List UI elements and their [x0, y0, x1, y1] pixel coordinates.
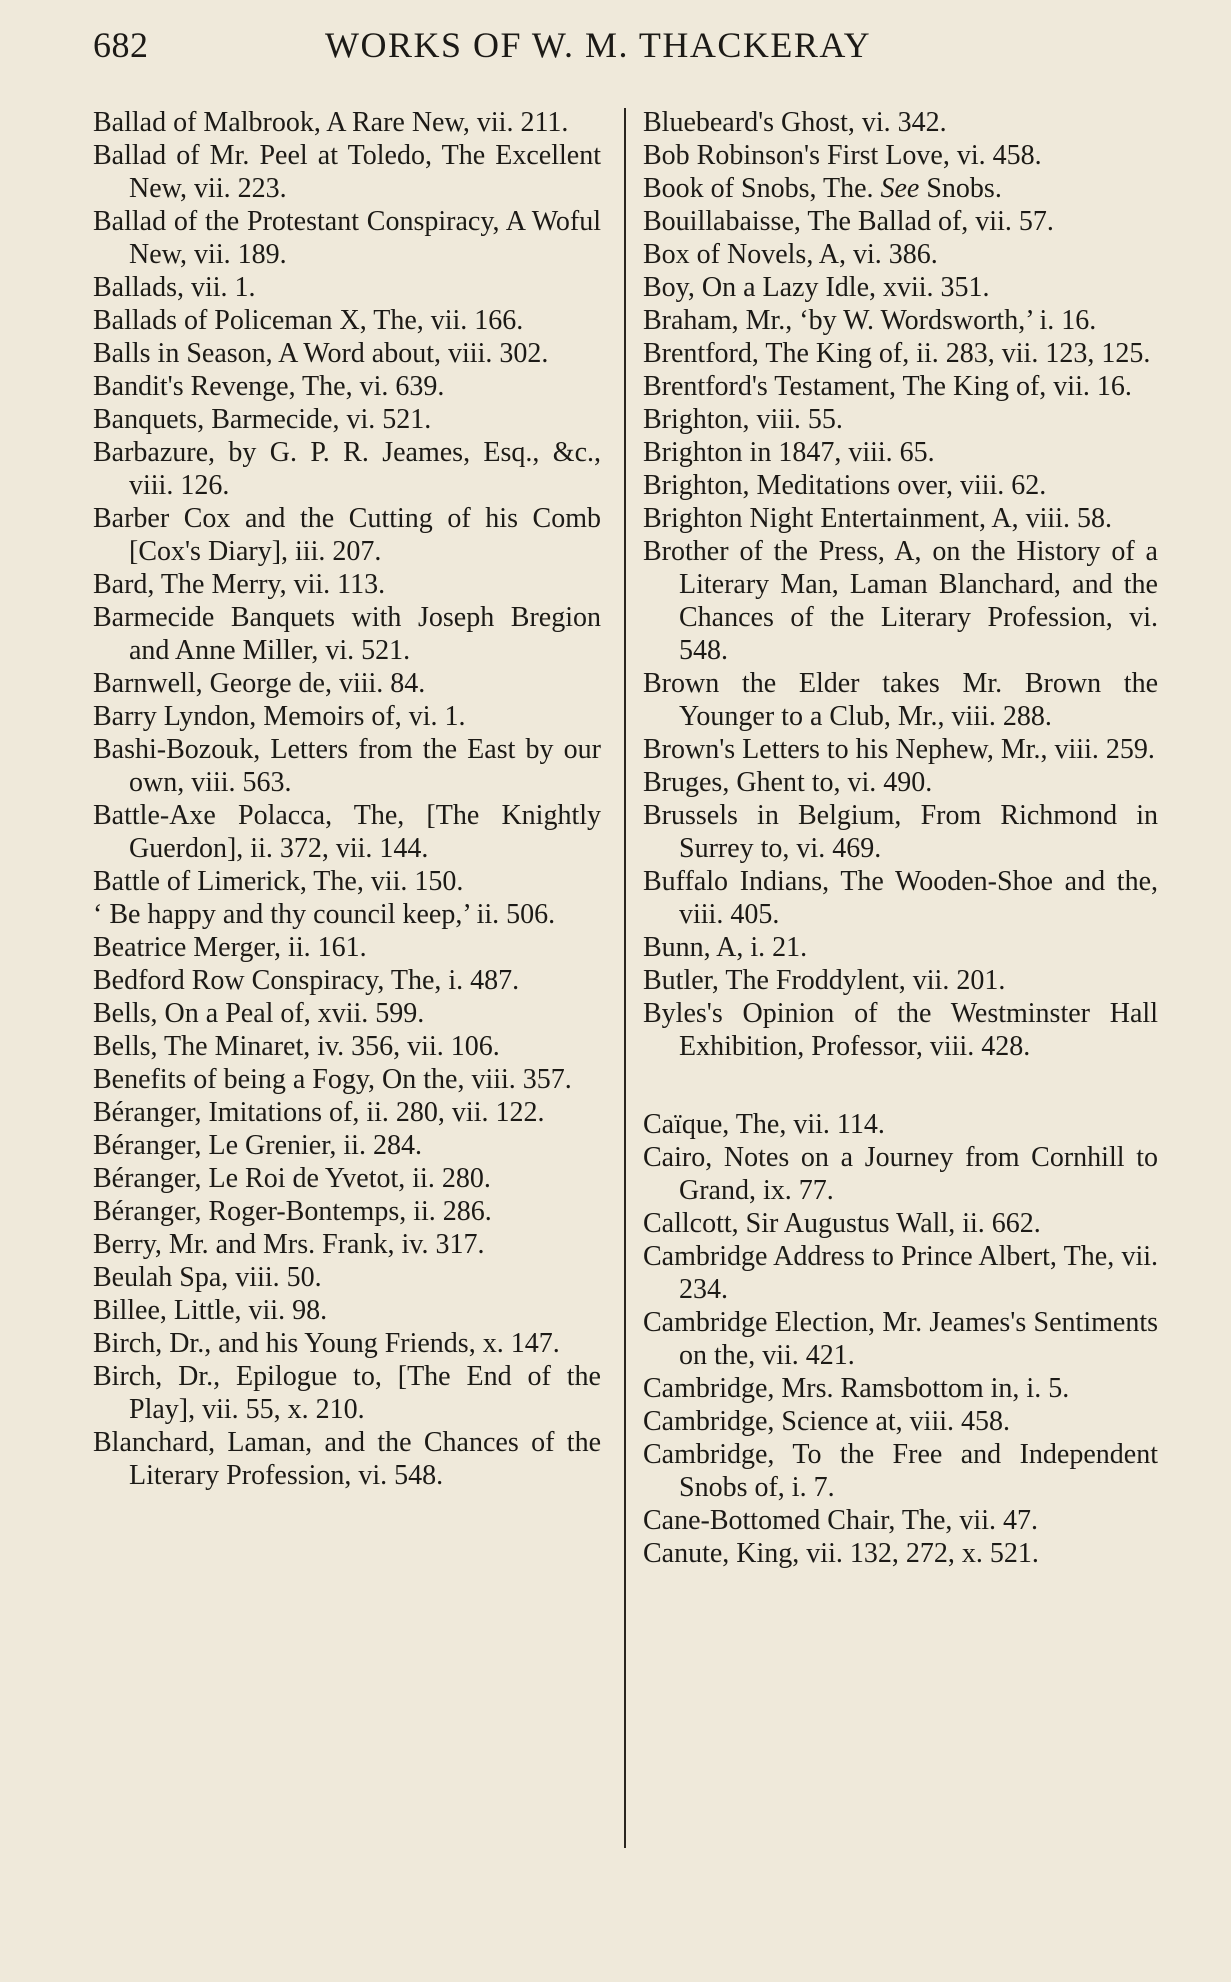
index-column-left	[93, 106, 601, 1492]
index-entry: Canute, King, vii. 132, 272, x. 521.	[643, 1538, 1039, 1569]
index-entry: Brentford's Testament, The King of, vii. 16.	[643, 371, 1132, 402]
index-entry: Brighton, Meditations over, viii. 62.	[643, 470, 1047, 501]
index-entry: Battle of Limerick, The, vii. 150.	[93, 866, 464, 897]
index-entry: Brentford, The King of, ii. 283, vii. 123, 125.	[643, 338, 1151, 369]
index-entry: Banquets, Barmecide, vi. 521.	[93, 404, 432, 435]
index-entry: Barry Lyndon, Memoirs of, vi. 1.	[93, 701, 466, 732]
index-entry: Bluebeard's Ghost, vi. 342.	[643, 107, 947, 138]
index-entry: Cambridge, Science at, viii. 458.	[643, 1406, 1011, 1437]
index-entry: Brussels in Belgium, From Richmond in Surrey to, vi. 469.	[643, 800, 1158, 864]
column-divider	[624, 108, 626, 1848]
index-entry: ‘ Be happy and thy council keep,’ ii. 506.	[93, 899, 556, 930]
letter-section-gap	[643, 1063, 1158, 1108]
index-entry: Ballads of Policeman X, The, vii. 166.	[93, 305, 524, 336]
index-entry: Cambridge, To the Free and Independent Snobs of, i. 7.	[643, 1439, 1158, 1503]
index-entry: Braham, Mr., ‘by W. Wordsworth,’ i. 16.	[643, 305, 1097, 336]
index-entry: Benefits of being a Fogy, On the, viii. 357.	[93, 1064, 572, 1095]
index-entry: Ballads, vii. 1.	[93, 272, 256, 303]
index-entry: Cairo, Notes on a Journey from Cornhill to Grand, ix. 77.	[643, 1142, 1158, 1206]
index-entry: Butler, The Froddylent, vii. 201.	[643, 965, 1006, 996]
index-entry: Beatrice Merger, ii. 161.	[93, 932, 367, 963]
index-entry: Battle-Axe Polacca, The, [The Knightly Guerdon], ii. 372, vii. 144.	[93, 800, 601, 864]
index-entry: Brighton in 1847, viii. 65.	[643, 437, 935, 468]
index-column-right	[643, 106, 1158, 1570]
index-entry: Cambridge Address to Prince Albert, The, vii. 234.	[643, 1241, 1158, 1305]
index-entry: Cambridge, Mrs. Ramsbottom in, i. 5.	[643, 1373, 1070, 1404]
index-entry: Cane-Bottomed Chair, The, vii. 47.	[643, 1505, 1038, 1536]
index-entry: Béranger, Imitations of, ii. 280, vii. 122.	[93, 1097, 545, 1128]
index-entry: Byles's Opinion of the Westminster Hall Exhibition, Professor, viii. 428.	[643, 998, 1158, 1062]
see-label: See	[880, 173, 920, 204]
index-entry: Ballad of Mr. Peel at Toledo, The Excellent New, vii. 223.	[93, 140, 601, 204]
index-entry: Buffalo Indians, The Wooden-Shoe and the, viii. 405.	[643, 866, 1158, 930]
running-title: WORKS OF W. M. THACKERAY	[325, 25, 872, 65]
entry-heading: Book of Snobs, The.	[643, 173, 874, 204]
index-entry: Bunn, A, i. 21.	[643, 932, 808, 963]
index-entry: Bouillabaisse, The Ballad of, vii. 57.	[643, 206, 1054, 237]
index-entry: Blanchard, Laman, and the Chances of the Literary Profession, vi. 548.	[93, 1427, 601, 1491]
index-entry: Barmecide Banquets with Joseph Bregion and Anne Miller, vi. 521.	[93, 602, 601, 666]
index-entry: Ballad of the Protestant Conspiracy, A Woful New, vii. 189.	[93, 206, 601, 270]
index-entry: Balls in Season, A Word about, viii. 302.	[93, 338, 549, 369]
index-entry: Berry, Mr. and Mrs. Frank, iv. 317.	[93, 1229, 485, 1260]
index-entry: Barber Cox and the Cutting of his Comb [Cox's Diary], iii. 207.	[93, 503, 601, 567]
index-entry: Brother of the Press, A, on the History of a Literary Man, Laman Blanchard, and the Chances of the Literary Profession, vi. 548.	[643, 536, 1158, 666]
index-entry: Bruges, Ghent to, vi. 490.	[643, 767, 933, 798]
index-entry: Caïque, The, vii. 114.	[643, 1109, 885, 1140]
index-entry: Béranger, Roger-Bontemps, ii. 286.	[93, 1196, 492, 1227]
index-entry: Béranger, Le Roi de Yvetot, ii. 280.	[93, 1163, 491, 1194]
index-entry: Birch, Dr., Epilogue to, [The End of the Play], vii. 55, x. 210.	[93, 1361, 601, 1425]
index-entry: Billee, Little, vii. 98.	[93, 1295, 328, 1326]
index-entry: Callcott, Sir Augustus Wall, ii. 662.	[643, 1208, 1041, 1239]
index-entry: Bob Robinson's First Love, vi. 458.	[643, 140, 1042, 171]
index-entry: Bedford Row Conspiracy, The, i. 487.	[93, 965, 520, 996]
index-entry-cross-reference	[643, 172, 1158, 205]
index-entry: Box of Novels, A, vi. 386.	[643, 239, 938, 270]
index-entry: Brighton, viii. 55.	[643, 404, 843, 435]
index-entry: Birch, Dr., and his Young Friends, x. 147.	[93, 1328, 560, 1359]
see-target: Snobs.	[919, 173, 1002, 204]
index-entry: Beulah Spa, viii. 50.	[93, 1262, 322, 1293]
index-entry: Barbazure, by G. P. R. Jeames, Esq., &c., viii. 126.	[93, 437, 601, 501]
index-entry: Béranger, Le Grenier, ii. 284.	[93, 1130, 422, 1161]
index-entry: Brown the Elder takes Mr. Brown the Younger to a Club, Mr., viii. 288.	[643, 668, 1158, 732]
index-entry: Bashi-Bozouk, Letters from the East by our own, viii. 563.	[93, 734, 601, 798]
page-header	[93, 24, 1153, 72]
index-entry: Boy, On a Lazy Idle, xvii. 351.	[643, 272, 990, 303]
index-entry: Brown's Letters to his Nephew, Mr., viii. 259.	[643, 734, 1155, 765]
index-entry: Bandit's Revenge, The, vi. 639.	[93, 371, 445, 402]
page-number: 682	[93, 25, 149, 65]
index-entry: Bard, The Merry, vii. 113.	[93, 569, 386, 600]
index-entry: Cambridge Election, Mr. Jeames's Sentiments on the, vii. 421.	[643, 1307, 1158, 1371]
index-entry: Bells, The Minaret, iv. 356, vii. 106.	[93, 1031, 500, 1062]
index-entry: Barnwell, George de, viii. 84.	[93, 668, 426, 699]
index-entry: Brighton Night Entertainment, A, viii. 58.	[643, 503, 1112, 534]
index-entry: Bells, On a Peal of, xvii. 599.	[93, 998, 425, 1029]
index-entry: Ballad of Malbrook, A Rare New, vii. 211.	[93, 107, 569, 138]
